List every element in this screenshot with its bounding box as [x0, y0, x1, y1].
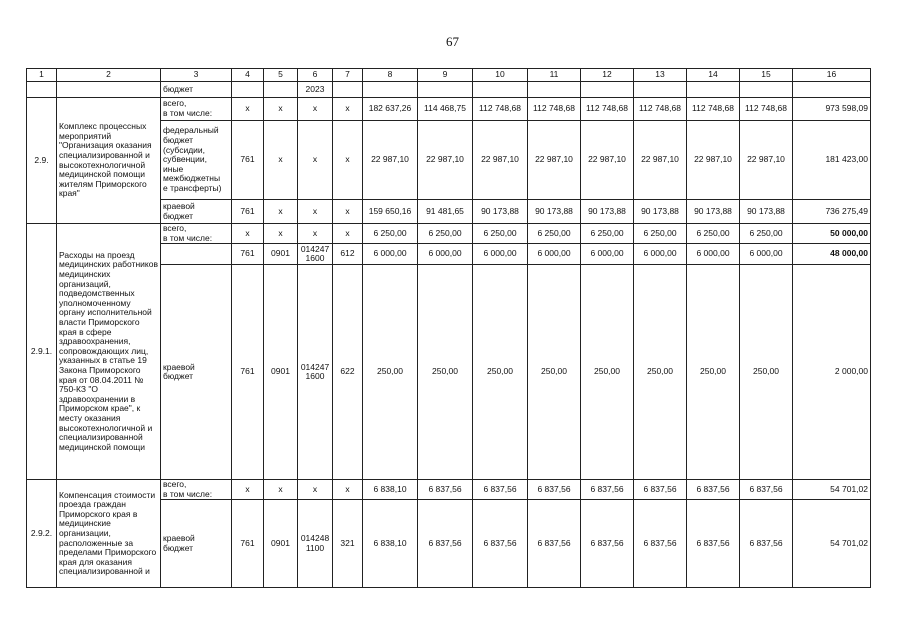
code-cell: х: [264, 200, 298, 224]
row-description: Расходы на проезд медицинских работников медицинских организаций, подведомственных уполномоченному органу исполнительной власти Приморского края в сфере здравоохранения, сопровождающих лиц, указанных в статье 19 Закона Приморского края от 08.04.2011 № 750-КЗ "О здравоохранении в Приморском крае", к месту оказания высокотехнологичной и специализированной медицинской помощи: [57, 224, 161, 480]
value-cell: 6 837,56: [473, 500, 528, 588]
col-header: 15: [740, 69, 793, 82]
value-cell: 6 000,00: [473, 244, 528, 265]
column-number-row: [27, 69, 871, 82]
code-cell: х: [232, 480, 264, 500]
value-cell: 6 000,00: [581, 244, 634, 265]
code-cell: 761: [232, 500, 264, 588]
value-cell: 6 837,56: [740, 500, 793, 588]
row-id: 2.9.: [27, 98, 57, 224]
table-row: [27, 480, 871, 500]
value-cell: 112 748,68: [581, 98, 634, 121]
code-cell: 612: [333, 244, 363, 265]
value-cell: 6 837,56: [740, 480, 793, 500]
row-id: 2.9.1.: [27, 224, 57, 480]
value-cell: 182 637,26: [363, 98, 418, 121]
value-cell: 112 748,68: [634, 98, 687, 121]
code-cell: 014247 1600: [298, 244, 333, 265]
code-cell: х: [298, 200, 333, 224]
value-cell: 22 987,10: [740, 121, 793, 200]
budget-table: [26, 68, 871, 588]
value-cell: 6 000,00: [634, 244, 687, 265]
source-cell: всего, в том числе:: [161, 224, 232, 244]
code-cell: 622: [333, 265, 363, 480]
value-cell: 6 000,00: [740, 244, 793, 265]
value-cell: 6 837,56: [634, 480, 687, 500]
source-cell: [161, 244, 232, 265]
total-cell: 973 598,09: [793, 98, 871, 121]
code-cell: 0901: [264, 500, 298, 588]
continuation-row: [27, 82, 871, 98]
value-cell: 22 987,10: [687, 121, 740, 200]
value-cell: 6 837,56: [418, 500, 473, 588]
value-cell: 6 837,56: [687, 480, 740, 500]
code-cell: х: [232, 224, 264, 244]
source-cell: всего, в том числе:: [161, 98, 232, 121]
value-cell: 6 837,56: [473, 480, 528, 500]
code-cell: 014248 1100: [298, 500, 333, 588]
value-cell: 22 987,10: [418, 121, 473, 200]
value-cell: 6 250,00: [740, 224, 793, 244]
code-cell: х: [264, 98, 298, 121]
source-cell: всего, в том числе:: [161, 480, 232, 500]
value-cell: 6 837,56: [581, 480, 634, 500]
total-cell: 2 000,00: [793, 265, 871, 480]
value-cell: 6 250,00: [634, 224, 687, 244]
col-header: 1: [27, 69, 57, 82]
col-header: 3: [161, 69, 232, 82]
code-cell: 0901: [264, 265, 298, 480]
source-cell: краевой бюджет: [161, 200, 232, 224]
col-header: 6: [298, 69, 333, 82]
value-cell: 90 173,88: [528, 200, 581, 224]
value-cell: 22 987,10: [473, 121, 528, 200]
code-cell: х: [333, 121, 363, 200]
total-cell: 736 275,49: [793, 200, 871, 224]
code-cell: 0901: [264, 244, 298, 265]
row-description: Комплекс процессных мероприятий "Организация оказания специализированной и высокотехнологичной медицинской помощи жителям Приморского края": [57, 98, 161, 224]
code-cell: 761: [232, 121, 264, 200]
source-cell: краевой бюджет: [161, 500, 232, 588]
value-cell: 6 250,00: [418, 224, 473, 244]
code-cell: 014247 1600: [298, 265, 333, 480]
value-cell: 90 173,88: [473, 200, 528, 224]
value-cell: 22 987,10: [363, 121, 418, 200]
col-header: 16: [793, 69, 871, 82]
code-cell: 321: [333, 500, 363, 588]
code-cell: 761: [232, 244, 264, 265]
value-cell: 114 468,75: [418, 98, 473, 121]
value-cell: 250,00: [473, 265, 528, 480]
code-cell: х: [264, 224, 298, 244]
value-cell: 6 250,00: [687, 224, 740, 244]
value-cell: 6 250,00: [528, 224, 581, 244]
value-cell: 250,00: [687, 265, 740, 480]
total-cell: 48 000,00: [793, 244, 871, 265]
col-header: 10: [473, 69, 528, 82]
value-cell: 250,00: [363, 265, 418, 480]
value-cell: 6 838,10: [363, 480, 418, 500]
value-cell: 6 837,56: [581, 500, 634, 588]
code-cell: х: [298, 121, 333, 200]
value-cell: 6 837,56: [634, 500, 687, 588]
source-cell: краевой бюджет: [161, 265, 232, 480]
table-row: [27, 98, 871, 121]
value-cell: 90 173,88: [634, 200, 687, 224]
total-cell: 54 701,02: [793, 500, 871, 588]
col-header: 13: [634, 69, 687, 82]
total-cell: 50 000,00: [793, 224, 871, 244]
code-cell: х: [298, 98, 333, 121]
total-cell: 54 701,02: [793, 480, 871, 500]
page-number: 67: [446, 34, 459, 49]
value-cell: 22 987,10: [528, 121, 581, 200]
col-header: 4: [232, 69, 264, 82]
value-cell: 6 000,00: [418, 244, 473, 265]
value-cell: 250,00: [581, 265, 634, 480]
code-cell: х: [333, 224, 363, 244]
code-cell: 761: [232, 265, 264, 480]
value-cell: 112 748,68: [528, 98, 581, 121]
value-cell: 112 748,68: [687, 98, 740, 121]
col-header: 5: [264, 69, 298, 82]
source-cell: федеральный бюджет (субсидии, субвенции, иные межбюджетны е трансферты): [161, 121, 232, 200]
code-cell: 761: [232, 200, 264, 224]
value-cell: 91 481,65: [418, 200, 473, 224]
value-cell: 6 837,56: [528, 480, 581, 500]
code-cell: х: [333, 480, 363, 500]
table-row: [27, 224, 871, 244]
value-cell: 6 250,00: [363, 224, 418, 244]
col-header: 12: [581, 69, 634, 82]
total-cell: 181 423,00: [793, 121, 871, 200]
value-cell: 112 748,68: [473, 98, 528, 121]
code-cell: х: [298, 480, 333, 500]
value-cell: 6 250,00: [473, 224, 528, 244]
value-cell: 6 250,00: [581, 224, 634, 244]
col-header: 7: [333, 69, 363, 82]
value-cell: 22 987,10: [634, 121, 687, 200]
source-cell: бюджет: [161, 82, 232, 98]
row-description: Компенсация стоимости проезда граждан Приморского края в медицинские организации, расположенные за пределами Приморского края для оказания специализированной и: [57, 480, 161, 588]
value-cell: 112 748,68: [740, 98, 793, 121]
value-cell: 159 650,16: [363, 200, 418, 224]
value-cell: 22 987,10: [581, 121, 634, 200]
col-header: 11: [528, 69, 581, 82]
value-cell: 90 173,88: [687, 200, 740, 224]
code-cell: х: [333, 98, 363, 121]
code-cell: х: [298, 224, 333, 244]
code-cell: х: [333, 200, 363, 224]
year-cell: 2023: [298, 82, 333, 98]
value-cell: 6 837,56: [418, 480, 473, 500]
value-cell: 6 000,00: [528, 244, 581, 265]
row-id: 2.9.2.: [27, 480, 57, 588]
value-cell: 90 173,88: [740, 200, 793, 224]
value-cell: 90 173,88: [581, 200, 634, 224]
value-cell: 250,00: [634, 265, 687, 480]
code-cell: х: [232, 98, 264, 121]
col-header: 14: [687, 69, 740, 82]
value-cell: 6 000,00: [363, 244, 418, 265]
col-header: 9: [418, 69, 473, 82]
value-cell: 6 837,56: [528, 500, 581, 588]
col-header: 2: [57, 69, 161, 82]
code-cell: х: [264, 480, 298, 500]
value-cell: 250,00: [740, 265, 793, 480]
value-cell: 6 838,10: [363, 500, 418, 588]
col-header: 8: [363, 69, 418, 82]
code-cell: х: [264, 121, 298, 200]
value-cell: 250,00: [528, 265, 581, 480]
value-cell: 6 837,56: [687, 500, 740, 588]
value-cell: 250,00: [418, 265, 473, 480]
value-cell: 6 000,00: [687, 244, 740, 265]
